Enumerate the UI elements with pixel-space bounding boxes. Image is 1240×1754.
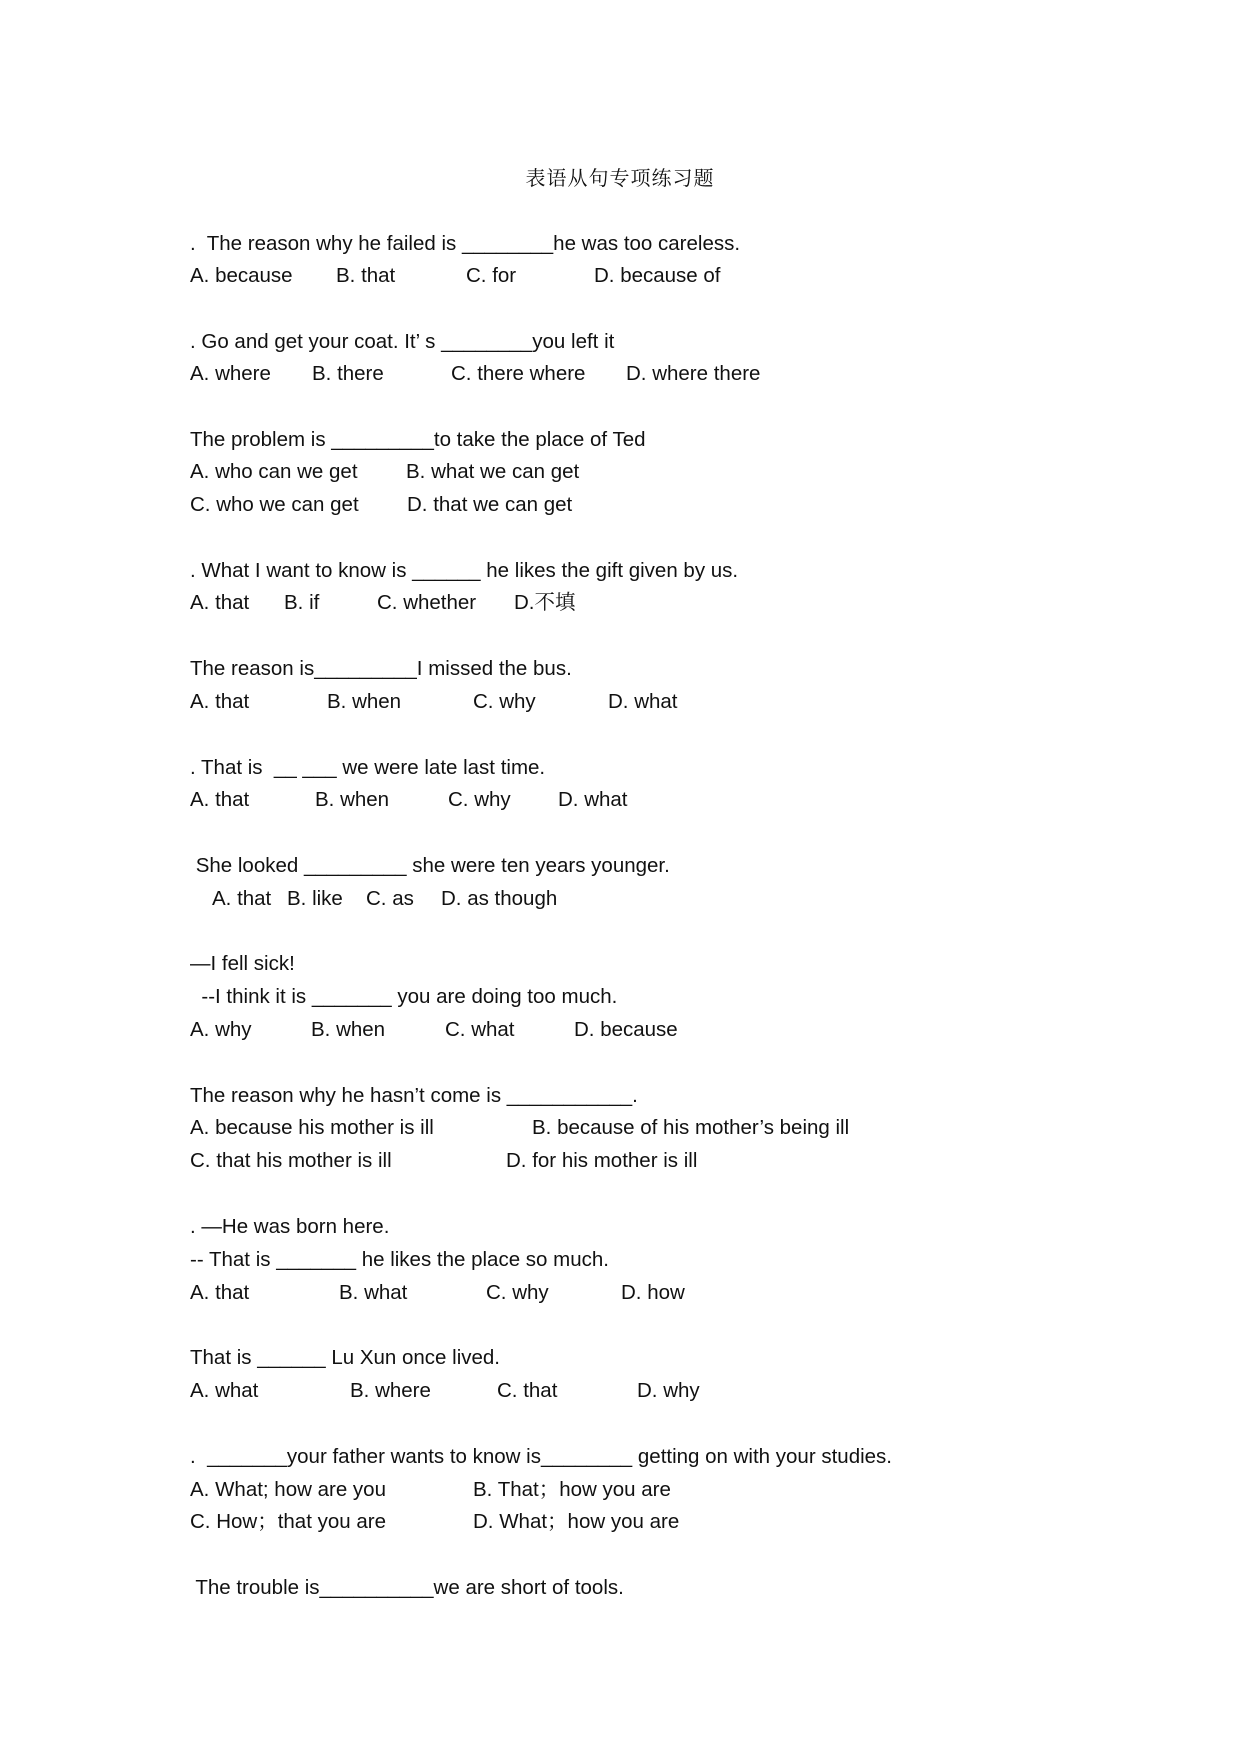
question-10-stem-line-1: . —He was born here. xyxy=(190,1215,390,1238)
question-1-option-a: A. because xyxy=(190,264,293,287)
question-7-option-a: A. that xyxy=(212,887,272,910)
question-11-stem: That is ______ Lu Xun once lived. xyxy=(190,1346,500,1369)
question-11-option-d: D. why xyxy=(637,1379,700,1402)
question-6-stem: . That is __ ___ we were late last time. xyxy=(190,756,546,779)
question-12-option-c: C. How；that you are xyxy=(190,1510,386,1533)
question-4-option-b: B. if xyxy=(284,591,320,614)
question-6-option-b: B. when xyxy=(315,788,390,811)
question-9-option-d: D. for his mother is ill xyxy=(506,1149,698,1172)
question-5-option-a: A. that xyxy=(190,690,250,713)
question-11-option-b: B. where xyxy=(350,1379,431,1402)
question-8-stem-line-2: --I think it is _______ you are doing too much. xyxy=(190,985,618,1008)
question-9-stem: The reason why he hasn’t come is ___________. xyxy=(190,1084,638,1107)
question-5-option-b: B. when xyxy=(327,690,402,713)
question-12-option-d: D. What；how you are xyxy=(473,1510,680,1533)
question-7-option-b: B. like xyxy=(287,887,343,910)
question-4-option-c: C. whether xyxy=(377,591,477,614)
question-1-stem: . The reason why he failed is ________he was too careless. xyxy=(190,232,741,255)
question-2-option-d: D. where there xyxy=(626,362,761,385)
question-11-option-c: C. that xyxy=(497,1379,558,1402)
question-10-option-a: A. that xyxy=(190,1281,250,1304)
question-9-option-c: C. that his mother is ill xyxy=(190,1149,392,1172)
question-4-option-a: A. that xyxy=(190,591,250,614)
question-9-option-b: B. because of his mother’s being ill xyxy=(532,1116,850,1139)
question-11-option-a: A. what xyxy=(190,1379,259,1402)
question-1-option-b: B. that xyxy=(336,264,396,287)
question-2-stem: . Go and get your coat. It’ s ________you left it xyxy=(190,330,615,353)
question-12-option-b: B. That；how you are xyxy=(473,1478,671,1501)
question-1-option-d: D. because of xyxy=(594,264,721,287)
question-5-stem: The reason is_________I missed the bus. xyxy=(190,657,572,680)
question-8-option-c: C. what xyxy=(445,1018,515,1041)
question-2-option-c: C. there where xyxy=(451,362,586,385)
question-3-option-c: C. who we can get xyxy=(190,493,359,516)
question-7-option-c: C. as xyxy=(366,887,414,910)
question-4-option-d: D.不填 xyxy=(514,591,576,614)
question-10-option-c: C. why xyxy=(486,1281,549,1304)
question-10-option-b: B. what xyxy=(339,1281,408,1304)
question-12-option-a: A. What; how are you xyxy=(190,1478,386,1501)
question-3-stem: The problem is _________to take the place of Ted xyxy=(190,428,646,451)
question-8-stem-line-1: —I fell sick! xyxy=(190,952,295,975)
question-10-stem-line-2: -- That is _______ he likes the place so much. xyxy=(190,1248,609,1271)
question-4-stem: . What I want to know is ______ he likes the gift given by us. xyxy=(190,559,739,582)
page-title: 表语从句专项练习题 xyxy=(525,166,715,190)
question-2-option-a: A. where xyxy=(190,362,271,385)
question-7-option-d: D. as though xyxy=(441,887,558,910)
question-8-option-a: A. why xyxy=(190,1018,252,1041)
question-5-option-c: C. why xyxy=(473,690,536,713)
question-3-option-d: D. that we can get xyxy=(407,493,573,516)
question-10-option-d: D. how xyxy=(621,1281,685,1304)
question-9-option-a: A. because his mother is ill xyxy=(190,1116,434,1139)
question-6-option-d: D. what xyxy=(558,788,628,811)
question-3-option-b: B. what we can get xyxy=(406,460,580,483)
question-12-stem: . _______your father wants to know is________ getting on with your studies. xyxy=(190,1445,893,1468)
question-3-option-a: A. who can we get xyxy=(190,460,358,483)
question-8-option-b: B. when xyxy=(311,1018,386,1041)
question-5-option-d: D. what xyxy=(608,690,678,713)
question-8-option-d: D. because xyxy=(574,1018,678,1041)
question-1-option-c: C. for xyxy=(466,264,517,287)
question-13-stem: The trouble is__________we are short of tools. xyxy=(190,1576,624,1599)
question-7-stem: She looked _________ she were ten years younger. xyxy=(190,854,670,877)
question-2-option-b: B. there xyxy=(312,362,384,385)
question-6-option-c: C. why xyxy=(448,788,511,811)
question-6-option-a: A. that xyxy=(190,788,250,811)
